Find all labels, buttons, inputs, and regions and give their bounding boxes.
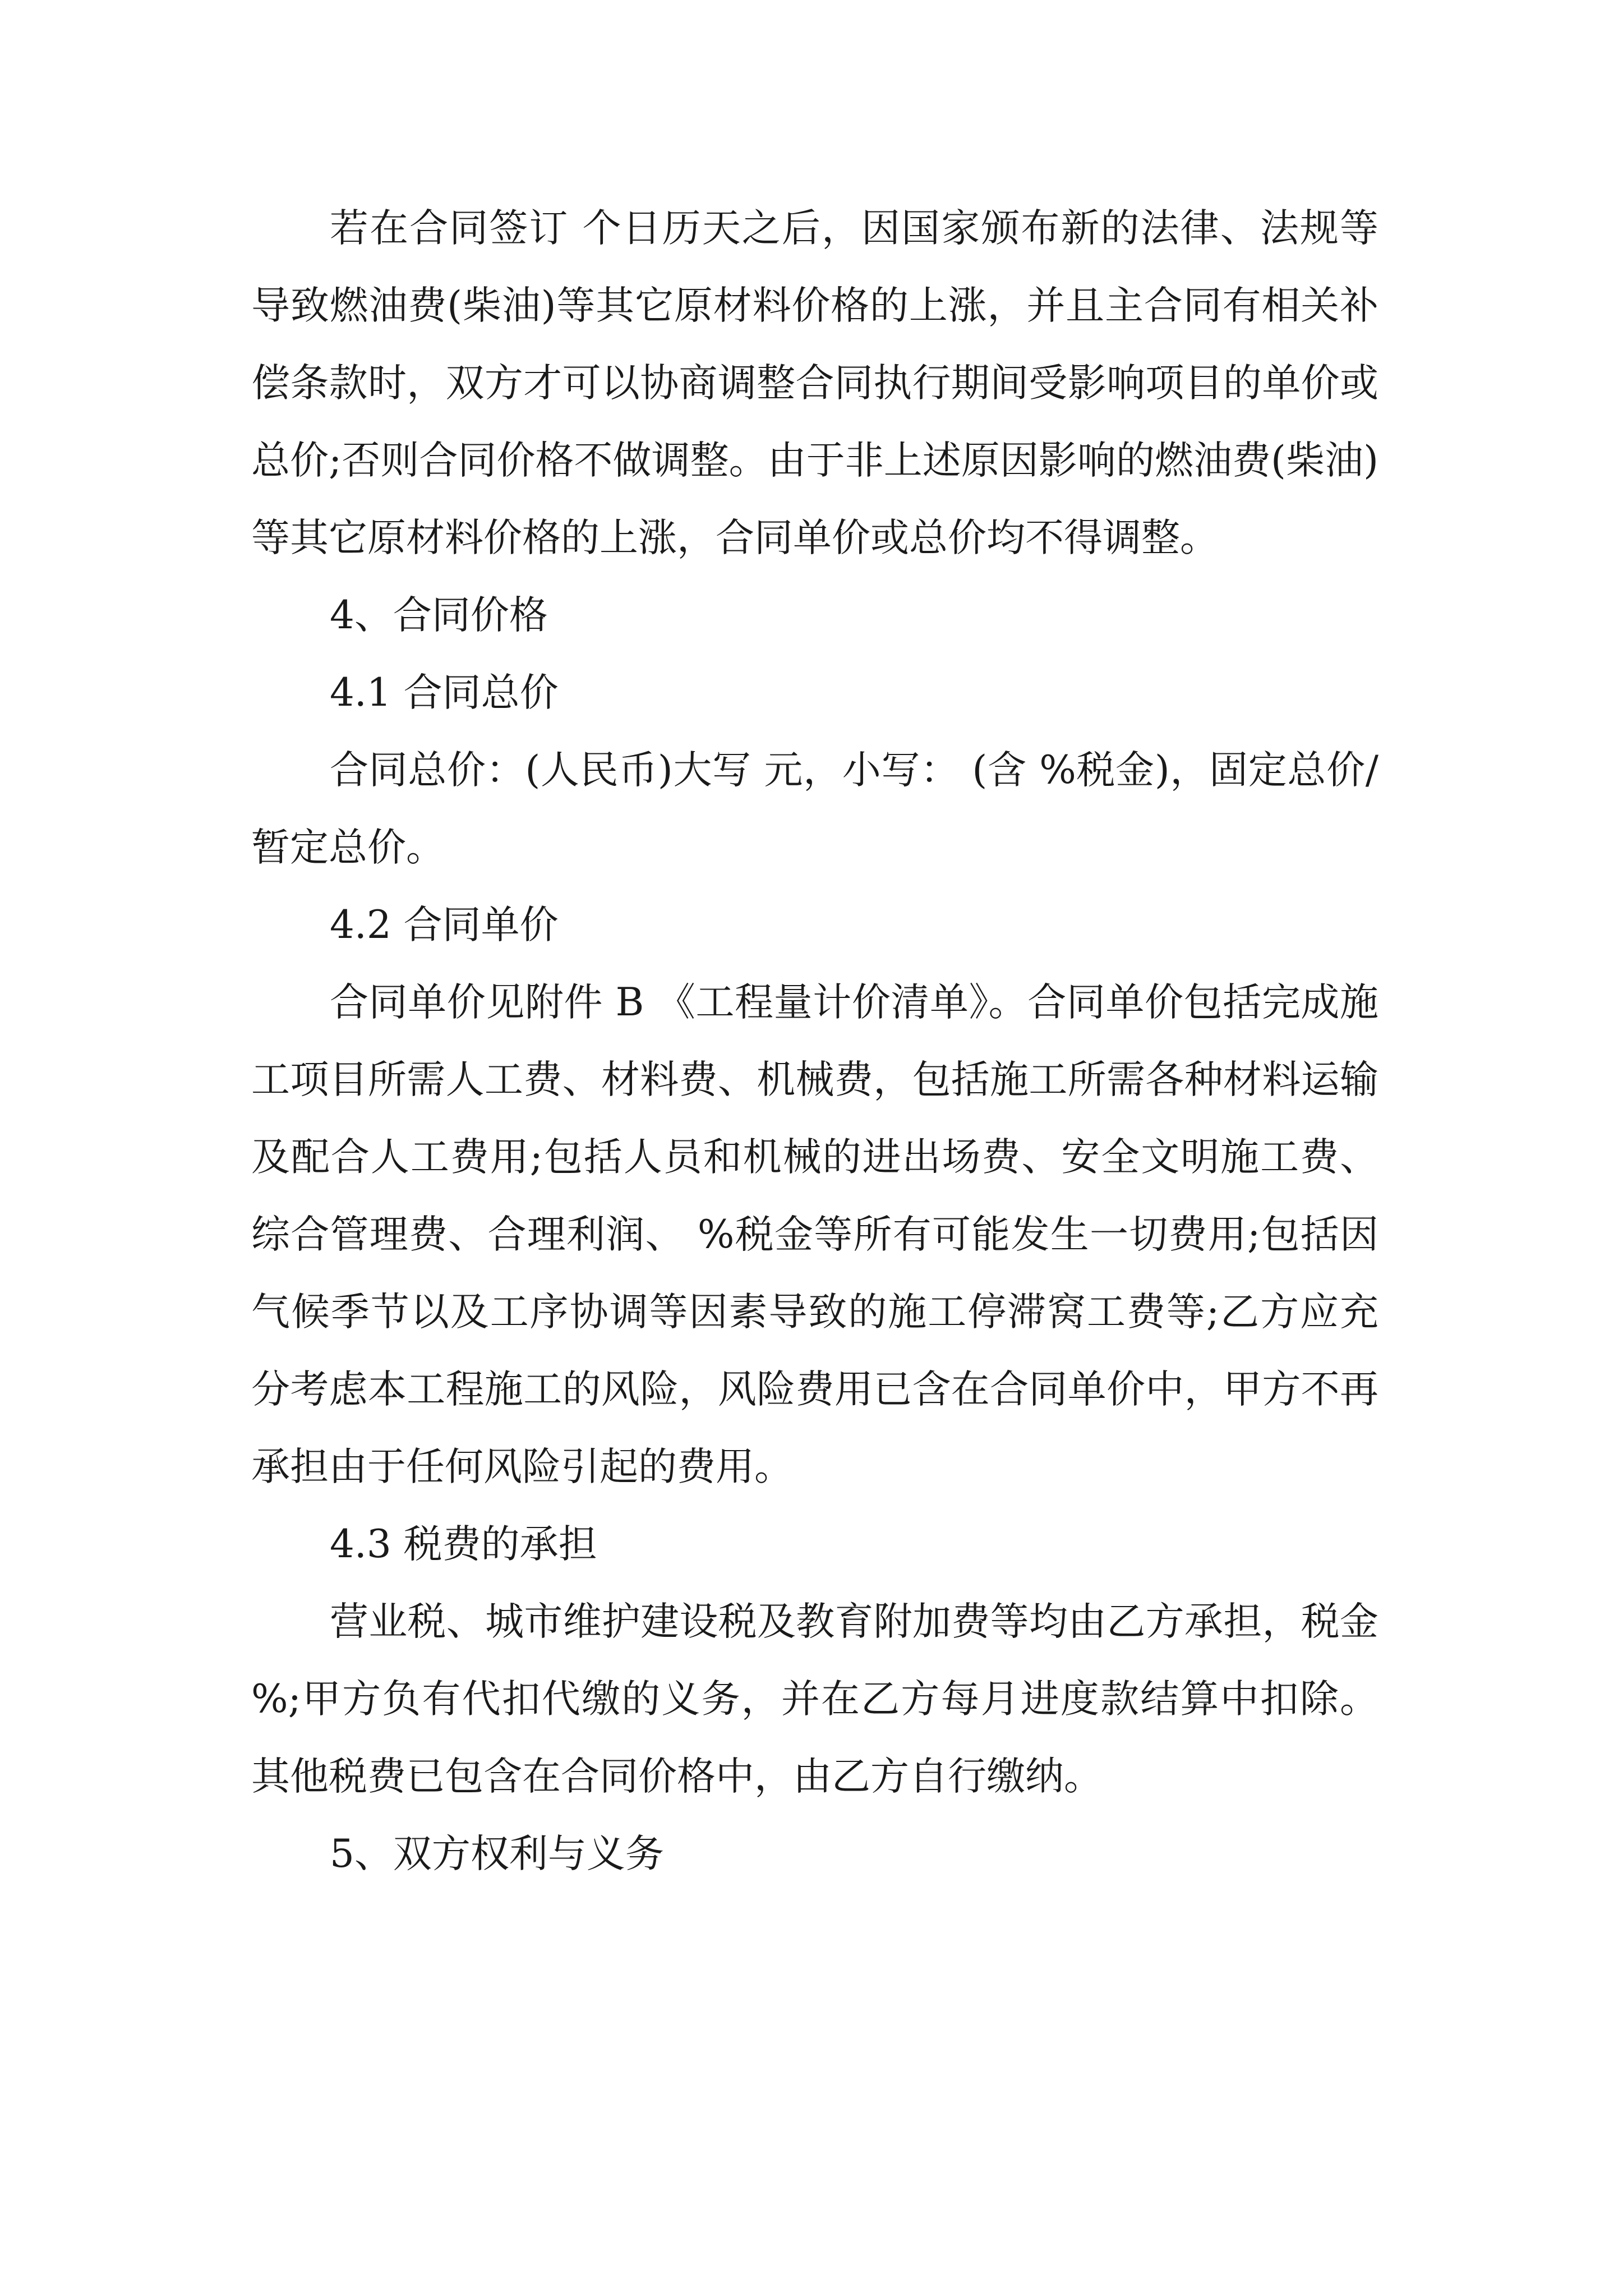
subsection-heading-taxes: 4.3 税费的承担 xyxy=(330,1522,597,1567)
paragraph-unit-price: 合同单价见附件 B 《工程量计价清单》。合同单价包括完成施工项目所需人工费、材料费、机械费，包括施工所需各种材料运输及配合人工费用;包括人员和机械的进出场费、安全文明施工费、综合管理费、合理利润、 %税金等所有可能发生一切费用;包括因气候季节以及工序协调等因素导致的施工停滞窝工费等;乙方应充分考虑本工程施工的风险，风险费用已含在合同单价中，甲方不再承担由于任何风险引起的费用。 xyxy=(251,980,1378,1489)
subsection-heading-unit-price: 4.2 合同单价 xyxy=(330,903,559,947)
section-heading-contract-price: 4、合同价格 xyxy=(330,593,548,638)
paragraph-total-price: 合同总价：(人民币)大写 元，小写： (含 %税金)，固定总价/暂定总价。 xyxy=(251,748,1378,870)
document-body xyxy=(251,190,1378,1893)
paragraph-price-adjustment: 若在合同签订 个日历天之后，因国家颁布新的法律、法规等导致燃油费(柴油)等其它原材料价格的上涨，并且主合同有相关补偿条款时，双方才可以协商调整合同执行期间受影响项目的单价或总价;否则合同价格不做调整。由于非上述原因影响的燃油费(柴油)等其它原材料价格的上涨，合同单价或总价均不得调整。 xyxy=(251,206,1378,560)
paragraph-taxes: 营业税、城市维护建设税及教育附加费等均由乙方承担，税金 %;甲方负有代扣代缴的义务，并在乙方每月进度款结算中扣除。其他税费已包含在合同价格中，由乙方自行缴纳。 xyxy=(251,1599,1378,1799)
section-heading-rights-obligations: 5、双方权利与义务 xyxy=(330,1832,664,1876)
subsection-heading-total-price: 4.1 合同总价 xyxy=(330,670,559,715)
